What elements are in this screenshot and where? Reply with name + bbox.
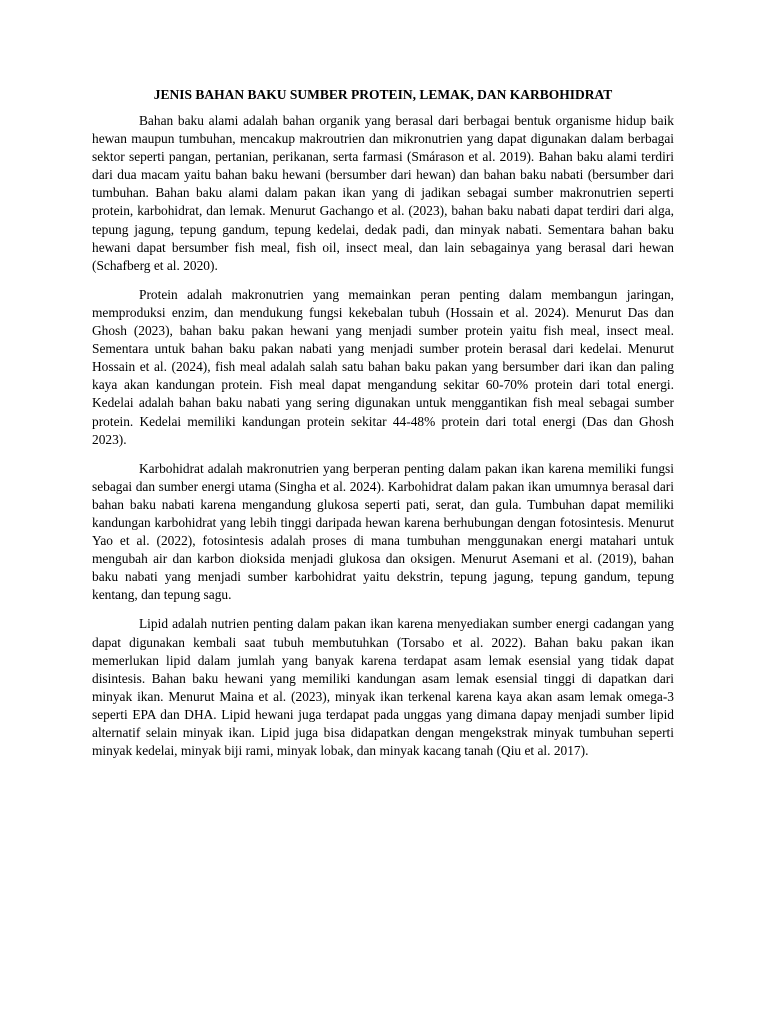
paragraph-raw-materials: Bahan baku alami adalah bahan organik yang berasal dari berbagai bentuk organisme hidup baik hewan maupun tumbuhan, mencakup makroutrien dan mikronutrien yang dapat digunakan dalam berbagai sektor seperti pangan, pertanian, perikanan, serta farmasi (Smárason et al. 2019). Bahan baku alami terdiri dari dua macam yaitu bahan baku hewani (bersumber dari hewan) dan bahan baku nabati (bersumber dari tumbuhan. Bahan baku alami dalam pakan ikan yang di jadikan sebagai sumber makronutrien seperti protein, karbohidrat, dan lemak. Menurut Gachango et al. (2023), bahan baku nabati dapat terdiri dari alga, tepung jagung, tepung gandum, tepung kedelai, dedak padi, dan minyak nabati. Sementara bahan baku hewani dapat bersumber fish meal, fish oil, insect meal, dan lain sebagainya yang berasal dari hewan (Schafberg et al. 2020). (92, 113, 674, 273)
paragraph-lipid: Lipid adalah nutrien penting dalam pakan ikan karena menyediakan sumber energi cadangan yang dapat digunakan kembali saat tubuh membutuhkan (Torsabo et al. 2022). Bahan baku pakan ikan memerlukan lipid dalam jumlah yang banyak karena terdapat asam lemak esensial yang tidak dapat disintesis. Bahan baku hewani yang memiliki kandungan asam lemak esensial tinggi di dapatkan dari minyak ikan. Menurut Maina et al. (2023), minyak ikan terkenal karena kaya akan asam lemak omega-3 seperti EPA dan DHA. Lipid hewani juga terdapat pada unggas yang dimana dapay menjadi sumber lipid alternatif selain minyak ikan. Lipid juga bisa didapatkan dengan mengekstrak minyak tumbuhan seperti minyak kedelai, minyak biji rami, minyak lobak, dan minyak kacang tanah (Qiu et al. 2017). (92, 616, 674, 759)
paragraph-carbohydrate: Karbohidrat adalah makronutrien yang berperan penting dalam pakan ikan karena memiliki fungsi sebagai dan sumber energi utama (Singha et al. 2024). Karbohidrat dalam pakan ikan umumnya berasal dari bahan baku nabati karena mengandung glukosa seperti pati, serat, dan gula. Tumbuhan dapat memiliki kandungan karbohidrat yang lebih tinggi daripada hewan karena berhubungan dengan fotosintesis. Menurut Yao et al. (2022), fotosintesis adalah proses di mana tumbuhan menggunakan energi matahari untuk mengubah air dan karbon dioksida menjadi glukosa dan oksigen. Menurut Asemani et al. (2019), bahan baku nabati yang menjadi sumber karbohidrat yaitu dekstrin, tepung jagung, tepung gandum, tepung kentang, dan tepung sagu. (92, 460, 674, 603)
document-page (92, 86, 674, 771)
document-title: JENIS BAHAN BAKU SUMBER PROTEIN, LEMAK, DAN KARBOHIDRAT (153, 87, 613, 102)
paragraph-protein: Protein adalah makronutrien yang memainkan peran penting dalam membangun jaringan, memproduksi enzim, dan mendukung fungsi kekebalan tubuh (Hossain et al. 2024). Menurut Das dan Ghosh (2023), bahan baku pakan hewani yang menjadi sumber protein yaitu fish meal, insect meal. Sementara untuk bahan baku pakan nabati yang menjadi sumber protein berasal dari kedelai. Menurut Hossain et al. (2024), fish meal adalah salah satu bahan baku pakan yang bersumber dari ikan dan paling kaya akan kandungan protein. Fish meal dapat mengandung sekitar 60-70% protein dari total energi. Kedelai adalah bahan baku nabati yang sering digunakan untuk menggantikan fish meal sebagai sumber protein. Kedelai memiliki kandungan protein sekitar 44-48% protein dari total energi (Das dan Ghosh 2023). (92, 286, 674, 447)
